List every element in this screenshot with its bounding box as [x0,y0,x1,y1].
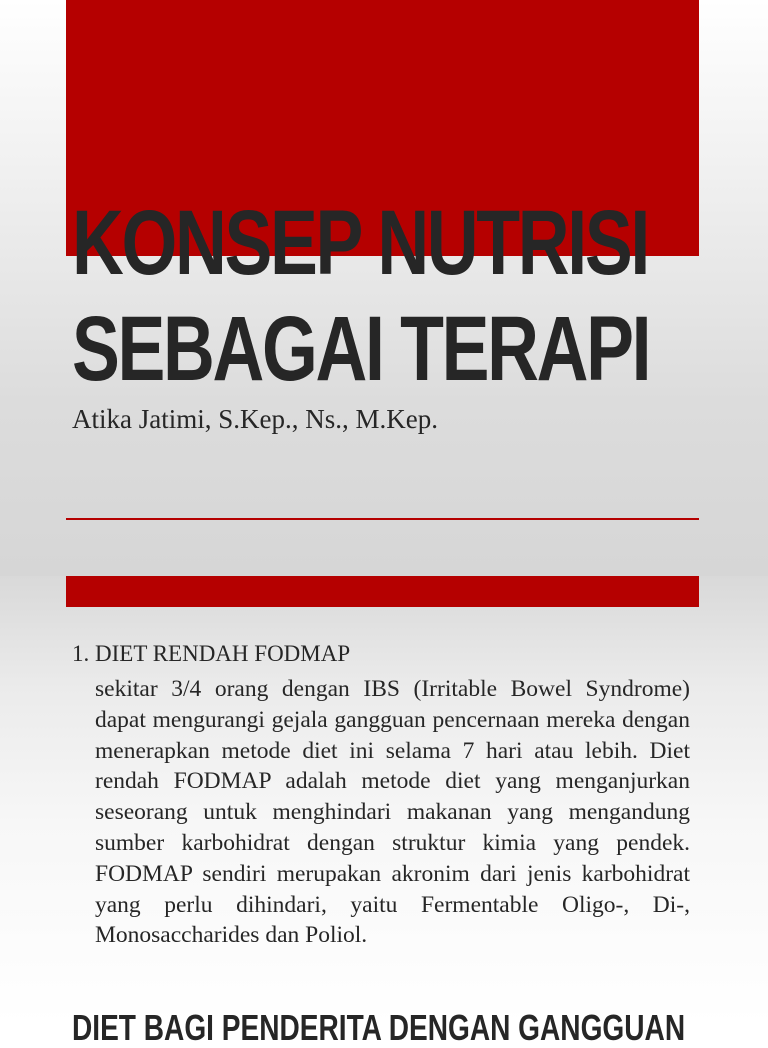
section-body: sekitar 3/4 orang dengan IBS (Irritable Bowel Syndrome) dapat mengurangi gejala gangguan pencernaan mereka dengan menerapkan metode diet ini selama 7 hari atau lebih. Diet rendah FODMAP adalah metode diet yang menganjurkan seseorang untuk menghindari makanan yang mengandung sumber karbohidrat dengan struktur kimia yang pendek. FODMAP sendiri merupakan akronim dari jenis karbohidrat yang perlu dihindari, yaitu Fermentable Oligo-, Di-, Monosaccharides dan Poliol. [95,676,690,949]
slide-2 [0,576,768,1048]
section-heading: 1. DIET RENDAH FODMAP [72,641,351,666]
next-slide-heading: DIET BAGI PENDERITA DENGAN GANGGUAN [72,1007,686,1048]
title-line-1: KONSEP NUTRISI [72,192,648,294]
slide-title [72,190,650,402]
divider-line [66,518,699,520]
author-subtitle: Atika Jatimi, S.Kep., Ns., M.Kep. [72,404,438,434]
title-line-2: SEBAGAI TERAPI [72,298,650,400]
header-accent-block [66,576,699,607]
